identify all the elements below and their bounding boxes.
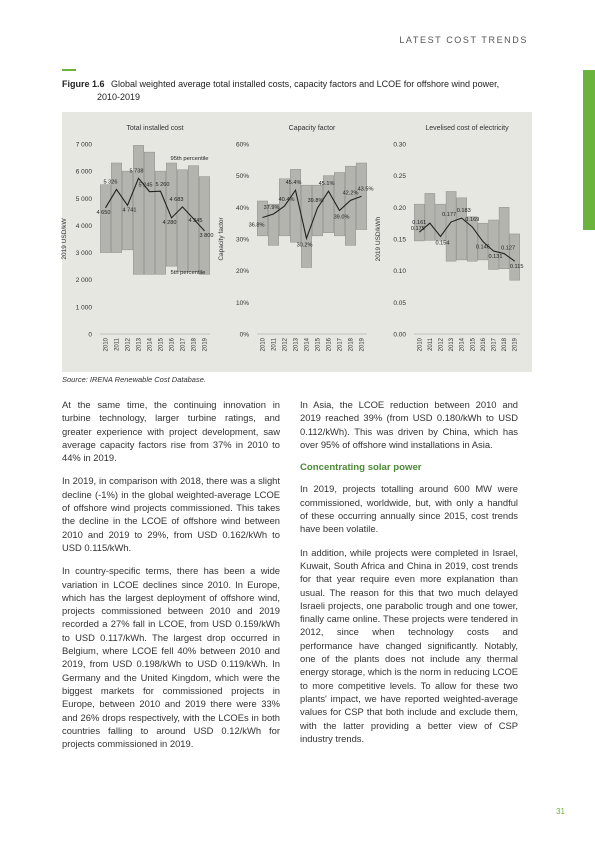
chart-svg [62,112,532,372]
percentile-range-bar [100,185,110,253]
body-paragraph: At the same time, the continuing innovation in turbine technology, larger turbine ratings, and greater experience with project development, saw average capacity factors rise from 37% in 2010 to 44% in 2019. [62,399,280,464]
x-tick-label: 2016 [480,338,487,352]
y-tick-label: 0.00 [393,331,406,339]
x-tick-label: 2012 [125,338,132,352]
x-tick-label: 2013 [449,338,456,352]
figure-title-line2: 2010-2019 [97,92,141,102]
data-label: 0.146 [475,244,490,251]
x-tick-label: 2013 [136,338,143,352]
y-tick-label: 0.20 [393,204,406,212]
data-label: 42.2% [342,190,359,197]
y-tick-label: 2 000 [75,277,92,285]
data-label: 5 326 [103,179,118,186]
x-tick-label: 2015 [315,338,322,352]
y-tick-label: 0.30 [393,141,406,149]
section-heading: Concentrating solar power [300,462,422,474]
y-tick-label: 0% [239,331,249,339]
x-tick-label: 2019 [512,338,519,352]
percentile-range-bar [144,152,154,274]
percentile-range-bar [177,170,187,272]
x-tick-label: 2019 [359,338,366,352]
x-tick-label: 2016 [326,338,333,352]
x-tick-label: 2017 [180,338,187,352]
data-label: 30.2% [296,242,313,249]
x-tick-label: 2018 [502,338,509,352]
figure-number: Figure 1.6 [62,79,105,89]
data-label: 40.4% [278,197,295,204]
panel-title: Capacity factor [288,125,336,132]
data-label: 0.154 [435,240,450,247]
data-label: 5 245 [138,182,153,189]
x-tick-label: 2014 [304,338,311,352]
y-tick-label: 7 000 [75,141,92,149]
data-label: 39.8% [307,197,324,204]
body-paragraph: In country-specific terms, there has been a wide variation in LCOE declines since 2010. In Europe, which has the largest deployment of offshore wind, projects commissioned between 2010 and 2019 recorded a 27% fall in LCOE, from USD 0.159/kWh to USD 0.117/kWh. The largest drop occurred in Belgium, where LCOE fell 40% between 2010 and 2019, from USD 0.198/kWh to USD 0.119/kWh. In Germany and the United Kingdom, which were the biggest markets for commissioned projects in Europe, between 2010 and 2019 there were 33% and 26% drops respectively, with the LCOEs in both countries falling to around USD 0.12/kWh for projects commissioned in 2019. [62,565,280,750]
section-tab-marker [583,70,595,230]
percentile-range-bar [345,166,355,245]
y-tick-label: 40% [235,204,249,212]
figure-source: Source: IRENA Renewable Cost Database. [62,375,206,384]
data-label: 45.4% [285,180,302,187]
data-label: 4 245 [188,217,203,224]
x-tick-label: 2018 [191,338,198,352]
y-tick-label: 30% [235,236,249,244]
running-header: LATEST COST TRENDS [399,35,528,45]
x-tick-label: 2011 [427,338,434,351]
y-tick-label: 0.05 [393,299,406,307]
page-number: 31 [556,807,565,816]
data-label: 0.127 [501,245,516,252]
x-tick-label: 2014 [147,338,154,352]
x-tick-label: 2017 [337,338,344,352]
body-paragraph: In 2019, in comparison with 2018, there was a slight decline (-1%) in the global weighted-average LCOE of offshore wind projects commissioned. This takes the decline in the LCOE of offshore wind between 2010 and 2019 to 29%, from USD 0.162/kWh to USD 0.115/kWh. [62,475,280,553]
body-column-left [62,398,280,760]
y-tick-label: 3 000 [75,250,92,258]
y-axis-label: Capacity factor [218,217,225,261]
percentile-range-bar [425,193,435,240]
y-tick-label: 60% [235,141,249,149]
y-tick-label: 0 [88,331,92,339]
data-label: 36.8% [248,222,265,229]
percentile-range-bar [489,220,499,269]
data-label: 0.131 [488,254,503,261]
percentile-range-bar [279,179,289,236]
data-label: 5 260 [155,182,170,189]
body-paragraph: In addition, while projects were completed in Israel, Kuwait, South Africa and China in 2019, cost trends for that year require even more explanation than usual. The reason for this that two much delayed Israeli projects, one parabolic trough and one tower, finally came online. These projects were tendered in 2012, since when technology costs and performance have changed significantly. Notably, one of the plants does not include any thermal energy storage, which is the norm in reducing LCOE to more competitive levels. To allow for these two plants' impact, we have reported weighted-average values for CSP that both include and exclude them, with the latter providing a better view of CSP industry trends. [300,546,518,744]
x-tick-label: 2013 [293,338,300,352]
x-tick-label: 2011 [271,338,278,351]
percentile-range-bar [312,185,322,236]
x-tick-label: 2012 [438,338,445,352]
data-label: 0.175 [410,226,425,233]
data-label: 4 741 [122,207,137,214]
y-tick-label: 0.15 [393,236,406,244]
y-tick-label: 20% [235,268,249,276]
data-label: 4 683 [169,196,184,203]
figure-chart-panel [62,112,532,372]
annotation-95th: 95th percentile [170,156,209,162]
panel-title: Total installed cost [126,125,184,132]
y-tick-label: 6 000 [75,168,92,176]
body-paragraph: In 2019, projects totalling around 600 MW were commissioned, worldwide, but, with only a handful of these occurring annually since 2015, cost trends have been volatile. [300,483,518,535]
x-tick-label: 2015 [158,338,165,352]
data-label: 0.169 [465,216,480,223]
percentile-range-bar [111,163,121,253]
data-label: 39.0% [333,214,350,221]
x-tick-label: 2010 [417,338,424,352]
body-paragraph: In Asia, the LCOE reduction between 2010 and 2019 reached 39% (from USD 0.180/kWh to USD 0.112/kWh). This was driven by China, which has over 95% of offshore wind installations in Asia. [300,399,518,450]
data-label: 37.9% [263,204,280,211]
panel-title: Levelised cost of electricity [425,125,509,132]
y-tick-label: 1 000 [75,304,92,312]
percentile-range-bar [199,177,209,275]
annotation-5th: 5th percentile [170,270,206,277]
percentile-range-bar [510,234,520,280]
data-label: 0.161 [412,220,427,227]
x-tick-label: 2016 [169,338,176,352]
x-tick-label: 2010 [103,338,110,352]
y-tick-label: 5 000 [75,195,92,203]
x-tick-label: 2017 [491,338,498,352]
y-axis-label: 2019 USD/kW [61,218,68,260]
x-tick-label: 2010 [260,338,267,352]
y-tick-label: 0.10 [393,268,406,276]
data-label: 45.1% [318,181,335,188]
data-label: 4 650 [96,209,111,216]
figure-caption [62,78,532,104]
data-label: 0.177 [442,211,457,218]
figure-accent-rule [62,69,76,71]
y-axis-label: 2019 USD/kWh [375,216,382,262]
figure-title-line1: Global weighted average total installed costs, capacity factors and LCOE for offshore wind power, [111,79,500,89]
data-label: 0.115 [509,264,524,271]
x-tick-label: 2019 [202,338,209,352]
percentile-range-bar [436,204,446,240]
y-tick-label: 0.25 [393,173,406,181]
y-tick-label: 10% [235,299,249,307]
x-tick-label: 2011 [114,338,121,351]
x-tick-label: 2014 [459,338,466,352]
data-label: 5 738 [129,168,144,175]
y-tick-label: 50% [235,173,249,181]
x-tick-label: 2012 [282,338,289,352]
data-label: 43.5% [357,186,374,193]
x-tick-label: 2015 [470,338,477,352]
data-label: 0.183 [456,208,471,215]
y-tick-label: 4 000 [75,222,92,230]
data-label: 4 280 [162,219,177,226]
data-label: 3 800 [199,232,214,239]
body-column-right [300,398,518,755]
x-tick-label: 2018 [348,338,355,352]
